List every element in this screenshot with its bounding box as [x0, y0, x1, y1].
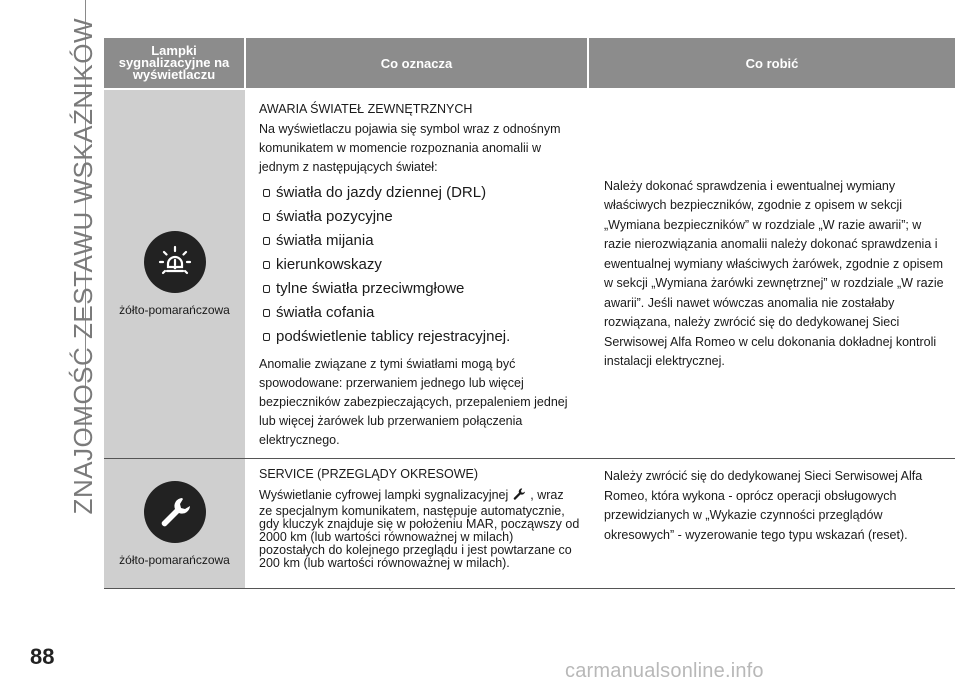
list-item [259, 229, 580, 253]
list-item [259, 205, 580, 229]
section-side-title: ZNAJOMOŚĆ ZESTAWU WSKAŹNIKÓW [68, 18, 98, 515]
action-text: Należy zwrócić się do dedykowanej Sieci Serwisowej Alfa Romeo, która wykona - oprócz operacji obsługowych przewidzianych w „Wykazie czynności przeglądów okresowych” - wyzerowanie tego typu wskazań (reset). [604, 469, 923, 542]
lights-list [259, 181, 580, 349]
list-item-label: podświetlenie tablicy rejestracyjnej. [276, 328, 511, 345]
service-text [259, 486, 580, 570]
service-text-part: Wyświetlanie cyfrowej lampki sygnalizacyjnej [259, 488, 509, 502]
lamp-color-label: żółto-pomarańczowa [119, 303, 230, 317]
table-header-row [104, 38, 955, 89]
meaning-cell [245, 89, 588, 459]
wrench-icon [144, 481, 206, 543]
watermark: carmanualsonline.info [565, 660, 764, 682]
header-lamps: Lampki sygnalizacyjne na wyświetlaczu [104, 38, 245, 89]
bullet-icon [263, 237, 270, 245]
list-item [259, 301, 580, 325]
list-item-label: światła mijania [276, 232, 374, 249]
warning-intro: Na wyświetlaczu pojawia się symbol wraz z odnośnym komunikatem w momencie rozpoznania anomalii w jednym z następujących świateł: [259, 122, 561, 174]
list-item [259, 181, 580, 205]
meaning-cell [245, 459, 588, 589]
wrench-icon [511, 486, 527, 505]
list-item [259, 325, 580, 349]
bullet-icon [263, 213, 270, 221]
warning-lights-table [104, 38, 955, 589]
list-item-label: tylne światła przeciwmgłowe [276, 280, 465, 297]
lamp-color-label: żółto-pomarańczowa [119, 552, 230, 567]
bullet-icon [263, 189, 270, 197]
list-item [259, 253, 580, 277]
bullet-icon [263, 261, 270, 269]
page-number: 88 [30, 644, 55, 669]
lamp-cell [104, 89, 245, 459]
bullet-icon [263, 333, 270, 341]
exterior-light-failure-icon [144, 231, 206, 293]
service-text-part: , wraz ze specjalnym komunikatem, następuje automatycznie, gdy kluczyk znajduje się w położeniu MAR, począwszy od 2000 km (lub wartości równoważnej w milach) pozostałych do kolejnego przeglądu i jest powtarzane co 200 km (lub wartości równoważnej w milach). [259, 488, 580, 570]
header-meaning: Co oznacza [245, 38, 588, 89]
warning-outro: Anomalie związane z tymi światłami mogą być spowodowane: przerwaniem jednego lub więcej bezpieczników zabezpieczających, przepaleniem jednej lub więcej żarówek lub przerwaniem połączenia elektrycznego. [259, 357, 568, 447]
warning-title: AWARIA ŚWIATEŁ ZEWNĘTRZNYCH [259, 102, 473, 116]
bullet-icon [263, 309, 270, 317]
bullet-icon [263, 285, 270, 293]
list-item [259, 277, 580, 301]
table-row [104, 459, 955, 589]
action-cell [588, 459, 955, 589]
list-item-label: światła cofania [276, 304, 375, 321]
list-item-label: światła pozycyjne [276, 208, 393, 225]
list-item-label: kierunkowskazy [276, 256, 382, 273]
action-text: Należy dokonać sprawdzenia i ewentualnej wymiany właściwych bezpieczników, zgodnie z opisem w sekcji „Wymiana bezpieczników” w rozdziale „W razie awarii”; w razie nierozwiązania anomalii należy dokonać sprawdzenia i ewentualnej wymiany właściwych żarówek, zgodnie z opisem w sekcji „Wymiana żarówki zewnętrznej” w rozdziale „W razie awarii”. Jeśli nawet wówczas anomalia nie zostałaby rozwiązana, należy zwrócić się do dedykowanej Sieci Serwisowej Alfa Romeo w celu dokonania dokładnej kontroli instalacji elektrycznej. [604, 178, 944, 368]
lamp-cell [104, 459, 245, 589]
action-cell [588, 89, 955, 459]
service-title: SERVICE (PRZEGLĄDY OKRESOWE) [259, 467, 479, 481]
table-row [104, 89, 955, 459]
header-action: Co robić [588, 38, 955, 89]
list-item-label: światła do jazdy dziennej (DRL) [276, 184, 487, 201]
